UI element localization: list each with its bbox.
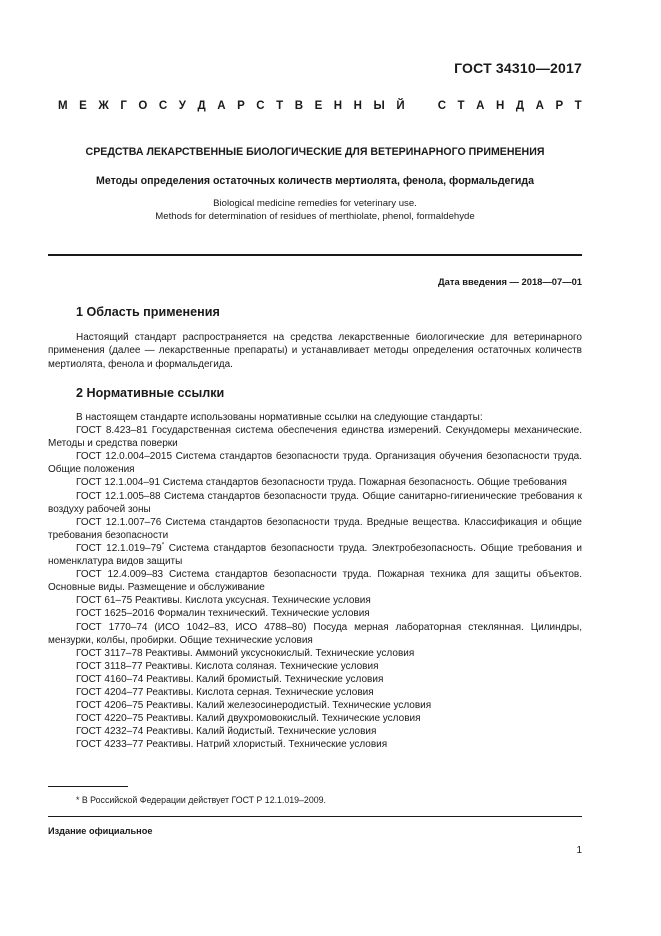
banner-letter: Ж: [98, 100, 109, 112]
references-group-b: [48, 568, 582, 751]
english-title-line-1: Biological medicine remedies for veterinary use.: [213, 198, 417, 209]
page-number: 1: [576, 845, 582, 856]
reference-item: ГОСТ 61–75 Реактивы. Кислота уксусная. Технические условия: [76, 595, 371, 607]
banner-letter: Е: [314, 100, 323, 112]
interstate-standard-banner: [58, 100, 582, 112]
banner-letter: А: [217, 100, 226, 112]
reference-item: [48, 542, 582, 568]
section-1-heading: 1 Область применения: [76, 305, 220, 319]
banner-letter: Ы: [373, 100, 385, 112]
title-divider: [48, 254, 582, 256]
reference-item: ГОСТ 12.1.007–76 Система стандартов безопасности труда. Вредные вещества. Классификация и общие требования безопасности: [48, 516, 582, 541]
banner-letter: В: [294, 100, 304, 112]
banner-letter: Р: [237, 100, 245, 112]
references-intro: В настоящем стандарте использованы нормативные ссылки на следующие стандарты:: [76, 412, 483, 423]
introduction-date: Дата введения — 2018—07—01: [437, 276, 582, 287]
reference-item: ГОСТ 4220–75 Реактивы. Калий двухромовокислый. Технические условия: [76, 713, 421, 725]
reference-item: ГОСТ 4160–74 Реактивы. Калий бромистый. Технические условия: [76, 673, 384, 685]
reference-item: ГОСТ 12.1.004–91 Система стандартов безопасности труда. Пожарная безопасность. Общие требования: [76, 477, 567, 489]
footnote: * В Российской Федерации действует ГОСТ Р 12.1.019–2009.: [76, 795, 326, 805]
banner-letter: С: [437, 100, 446, 112]
official-edition-label: Издание официальное: [48, 826, 153, 836]
gost-number-header: ГОСТ 34310—2017: [454, 60, 582, 76]
footnote-mark: *: [161, 541, 165, 549]
banner-letter: Р: [555, 100, 564, 112]
reference-item: ГОСТ 4233–77 Реактивы. Натрий хлористый. Технические условия: [76, 739, 388, 751]
english-title: [48, 197, 582, 223]
banner-letter: Й: [396, 100, 405, 112]
banner-letter: А: [535, 100, 544, 112]
normative-references-list: [48, 411, 582, 751]
banner-letter: Т: [457, 100, 465, 112]
section-1-text: Настоящий стандарт распространяется на средства лекарственные биологические для ветеринарного применения (далее — лекарственные препараты) и устанавливает методы определения остаточных количеств мертиолята, фенола и формальдегида.: [48, 332, 582, 370]
reference-item: ГОСТ 12.1.005–88 Система стандартов безопасности труда. Общие санитарно-гигиенические требования к воздуху рабочей зоны: [48, 490, 582, 515]
document-title: СРЕДСТВА ЛЕКАРСТВЕННЫЕ БИОЛОГИЧЕСКИЕ ДЛЯ ВЕТЕРИНАРНОГО ПРИМЕНЕНИЯ: [85, 146, 545, 158]
banner-letter: Н: [495, 100, 505, 112]
reference-item: ГОСТ 1770–74 (ИСО 1042–83, ИСО 4788–80) Посуда мерная лабораторная стеклянная. Цилиндры, мензурки, колбы, пробирки. Общие технические условия: [48, 621, 582, 646]
reference-item: ГОСТ 1625–2016 Формалин технический. Технические условия: [76, 608, 370, 620]
reference-item: ГОСТ 3118–77 Реактивы. Кислота соляная. Технические условия: [76, 660, 379, 672]
reference-item: ГОСТ 4206–75 Реактивы. Калий железосинеродистый. Технические условия: [76, 700, 432, 712]
reference-code: ГОСТ 12.1.019–79: [76, 542, 162, 554]
banner-letter: Н: [333, 100, 343, 112]
document-subtitle: Методы определения остаточных количеств мертиолята, фенола, формальдегида: [96, 175, 534, 187]
reference-item: ГОСТ 8.423–81 Государственная система обеспечения единства измерений. Секундомеры механические. Методы и средства поверки: [48, 425, 582, 450]
reference-item: ГОСТ 4204–77 Реактивы. Кислота серная. Технические условия: [76, 686, 374, 698]
footnote-divider: [48, 786, 128, 787]
banner-letter: М: [58, 100, 68, 112]
reference-item: ГОСТ 12.0.004–2015 Система стандартов безопасности труда. Организация обучения безопасности труда. Общие положения: [48, 451, 582, 476]
reference-item: ГОСТ 3117–78 Реактивы. Аммоний уксуснокислый. Технические условия: [76, 647, 415, 659]
banner-letter: Т: [276, 100, 284, 112]
banner-letter: С: [256, 100, 265, 112]
banner-letter: У: [178, 100, 186, 112]
english-title-line-2: Methods for determination of residues of merthiolate, phenol, formaldehyde: [155, 211, 475, 222]
reference-item: ГОСТ 12.4.009–83 Система стандартов безопасности труда. Пожарная техника для защиты объектов. Основные виды. Размещение и обслуживание: [48, 569, 582, 594]
banner-letter: А: [476, 100, 485, 112]
section-2-heading: 2 Нормативные ссылки: [76, 386, 225, 400]
banner-letter: С: [158, 100, 168, 112]
banner-letter: Н: [353, 100, 362, 112]
banner-letter: Е: [79, 100, 87, 112]
reference-item: ГОСТ 4232–74 Реактивы. Калий йодистый. Технические условия: [76, 726, 377, 738]
reference-text: Система стандартов безопасности труда. Электробезопасность. Общие требования и номенклатура видов защиты: [48, 542, 582, 568]
banner-letter: Т: [574, 100, 582, 112]
banner-gap: [416, 100, 426, 112]
banner-letter: Г: [120, 100, 127, 112]
banner-letter: Д: [197, 100, 206, 112]
banner-letter: Д: [515, 100, 525, 112]
banner-letter: О: [138, 100, 148, 112]
footer-divider: [48, 816, 582, 817]
references-group-a: [48, 424, 582, 542]
